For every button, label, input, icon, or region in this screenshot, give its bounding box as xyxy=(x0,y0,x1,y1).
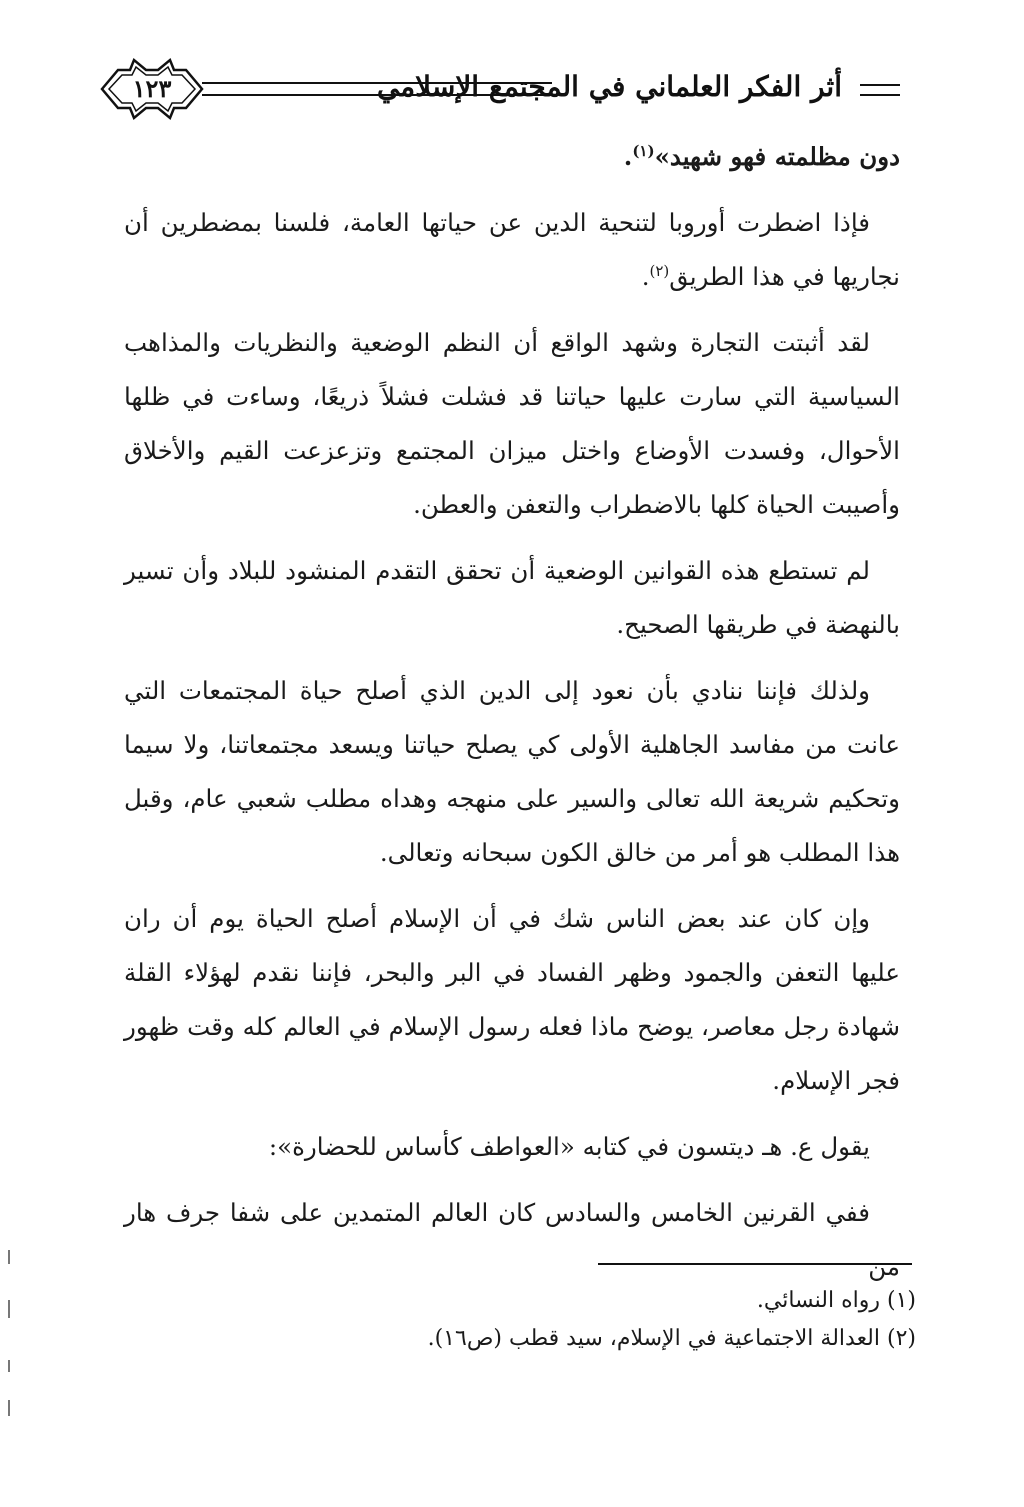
body-text xyxy=(124,130,900,1306)
scan-speck xyxy=(8,1360,10,1372)
page-number: ١٢٣ xyxy=(132,74,172,103)
footnote-1: (١) رواه النسائي. xyxy=(756,1288,916,1313)
scan-speck xyxy=(8,1400,10,1416)
scan-speck xyxy=(8,1250,10,1264)
paragraph-1 xyxy=(124,130,900,184)
paragraph-7: يقول ع. هـ ديتسون في كتابه «العواطف كأساس للحضارة»: xyxy=(268,1132,870,1161)
paragraph-4: لم تستطع هذه القوانين الوضعية أن تحقق التقدم المنشود للبلاد وأن تسير بالنهضة في طريقها الصحيح. xyxy=(124,556,900,639)
footnotes xyxy=(136,1282,916,1358)
footnote-ref-1: (١) xyxy=(632,141,655,160)
paragraph-2-text: فإذا اضطرت أوروبا لتنحية الدين عن حياتها العامة، فلسنا بمضطرين أن نجاريها في هذا الطريق xyxy=(124,208,900,291)
footnote-ref-2: (٢) xyxy=(649,261,670,280)
running-title: أثر الفكر العلماني في المجتمع الإسلامي xyxy=(376,70,842,103)
paragraph-2 xyxy=(124,196,900,304)
footnote-rule xyxy=(598,1263,912,1265)
paragraph-8: ففي القرنين الخامس والسادس كان العالم المتمدين على شفا جرف هار من xyxy=(124,1198,900,1281)
footnote-2: (٢) العدالة الاجتماعية في الإسلام، سيد قطب (ص١٦). xyxy=(427,1326,916,1351)
page-header xyxy=(100,62,900,122)
paragraph-2-end: . xyxy=(641,262,650,291)
paragraph-6: وإن كان عند بعض الناس شك في أن الإسلام أصلح الحياة يوم أن ران عليها التعفن والجمود وظهر الفساد في البر والبحر، فإننا نقدم لهؤلاء القلة شهادة رجل معاصر، يوضح ماذا فعله رسول الإسلام في العالم كله وقت ظهور فجر الإسلام. xyxy=(124,904,900,1095)
header-ornament-dash xyxy=(860,84,900,96)
scan-speck xyxy=(8,1300,10,1318)
paragraph-5: ولذلك فإننا ننادي بأن نعود إلى الدين الذي أصلح حياة المجتمعات التي عانت من مفاسد الجاهلية الأولى كي يصلح حياتنا ويسعد مجتمعاتنا، ولا سيما وتحكيم شريعة الله تعالى والسير على منهجه وهداه مطلب شعبي عام، وقبل هذا المطلب هو أمر من خالق الكون سبحانه وتعالى. xyxy=(124,676,900,867)
paragraph-1-text: دون مظلمته فهو شهيد» xyxy=(654,142,900,171)
page-number-badge xyxy=(100,56,204,122)
paragraph-3: لقد أثبتت التجارة وشهد الواقع أن النظم الوضعية والنظريات والمذاهب السياسية التي سارت عليها حياتنا قد فشلت فشلاً ذريعًا، وساءت في ظلها الأحوال، وفسدت الأوضاع واختل ميزان المجتمع وتزعزعت القيم والأخلاق وأصيبت الحياة كلها بالاضطراب والتعفن والعطن. xyxy=(124,328,900,519)
paragraph-1-end: . xyxy=(623,142,633,171)
header-rule xyxy=(202,82,552,96)
